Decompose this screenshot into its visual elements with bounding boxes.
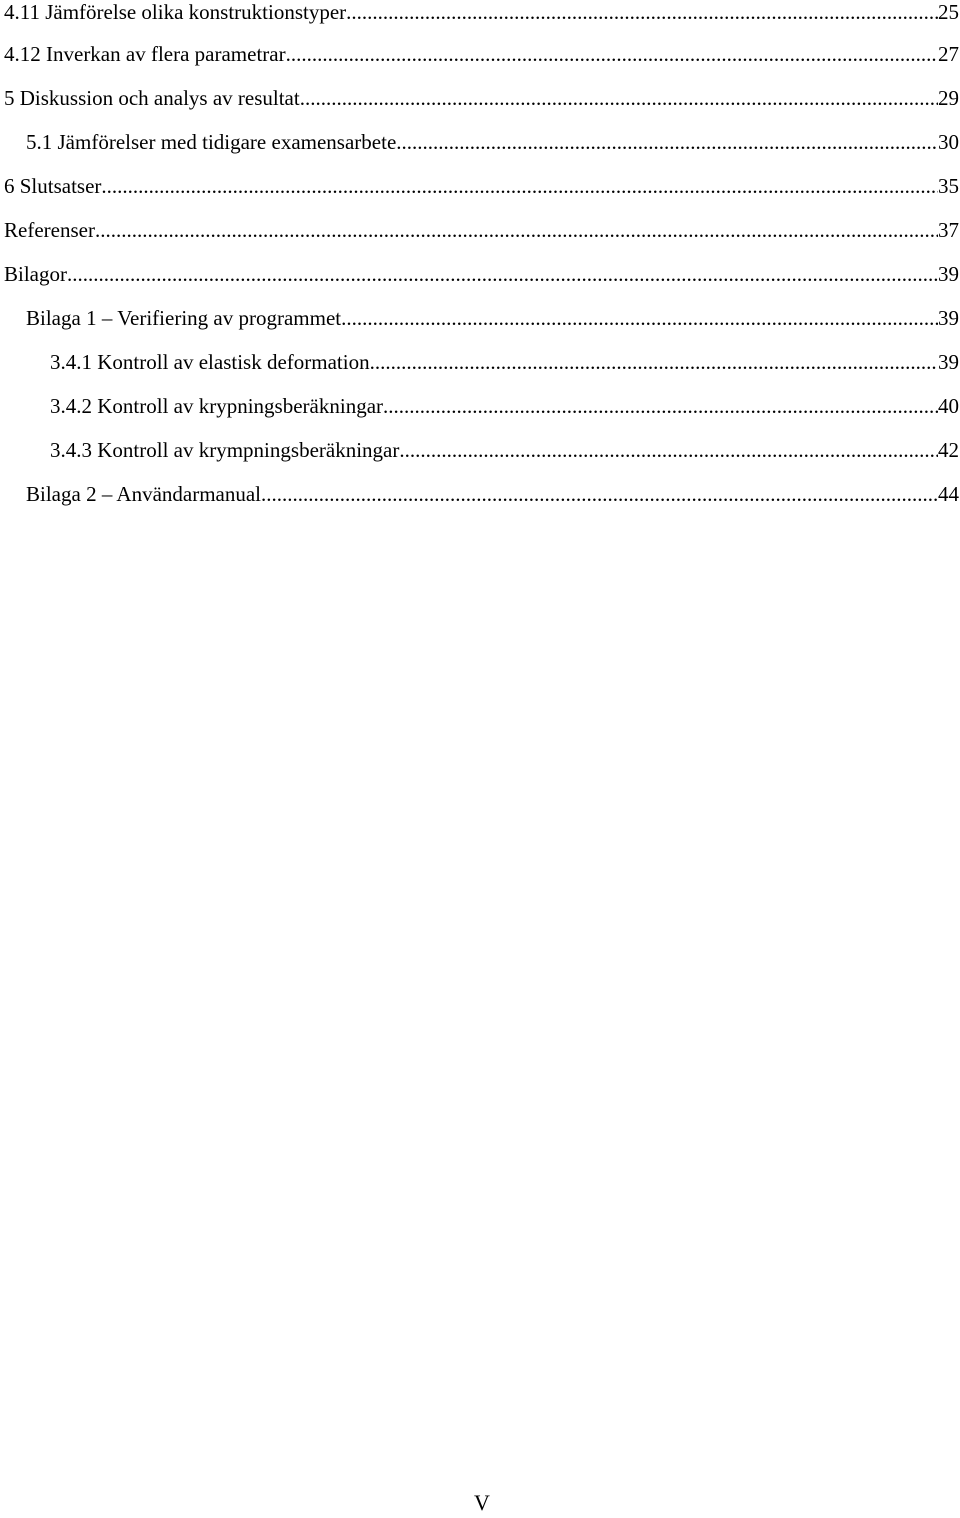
toc-leader-dots (341, 303, 938, 333)
toc-leader-dots (261, 479, 938, 509)
toc-entry-title: 3.4.2 Kontroll av krypningsberäkningar (50, 394, 384, 418)
toc-entry-title: Bilaga 1 – Verifiering av programmet (26, 306, 342, 330)
toc-entry-page: 29 (938, 86, 959, 110)
toc-entry[interactable] (4, 259, 959, 289)
toc-leader-dots (346, 0, 938, 27)
toc-leader-dots (286, 39, 938, 69)
toc-entry-title: Referenser (4, 218, 95, 242)
toc-entry[interactable] (50, 435, 959, 465)
toc-entry[interactable] (50, 391, 959, 421)
toc-entry-title: 5.1 Jämförelser med tidigare examensarbete (26, 130, 397, 154)
toc-entry-page: 25 (938, 0, 959, 24)
toc-entry-page: 30 (938, 130, 959, 154)
toc-entry-page: 27 (938, 42, 959, 66)
toc-entry-title: Bilagor (4, 262, 67, 286)
toc-entry[interactable] (26, 303, 959, 333)
toc-leader-dots (101, 171, 938, 201)
toc-entry-title: 5 Diskussion och analys av resultat (4, 86, 300, 110)
toc-leader-dots (67, 259, 938, 289)
toc-entry[interactable] (26, 479, 959, 509)
toc-entry-title: Bilaga 2 – Användarmanual (26, 482, 262, 506)
toc-entry[interactable] (26, 127, 959, 157)
toc-leader-dots (370, 347, 938, 377)
toc-entry-title: 6 Slutsatser (4, 174, 102, 198)
toc-entry[interactable] (4, 83, 959, 113)
toc-entry-title: 3.4.3 Kontroll av krympningsberäkningar (50, 438, 400, 462)
toc-entry-page: 40 (938, 394, 959, 418)
toc-entry-page: 42 (938, 438, 959, 462)
toc-entry[interactable] (4, 0, 959, 27)
toc-entry-page: 39 (938, 306, 959, 330)
toc-entry-page: 39 (938, 262, 959, 286)
toc-leader-dots (300, 83, 938, 113)
toc-entry-page: 39 (938, 350, 959, 374)
toc-entry[interactable] (4, 215, 959, 245)
toc-entry-title: 3.4.1 Kontroll av elastisk deformation (50, 350, 370, 374)
toc-entry-title: 4.11 Jämförelse olika konstruktionstyper (4, 0, 347, 24)
toc-entry-page: 37 (938, 218, 959, 242)
toc-leader-dots (95, 215, 938, 245)
page-number: V (474, 1490, 490, 1515)
toc-entry[interactable] (4, 39, 959, 69)
toc-entry-page: 35 (938, 174, 959, 198)
toc-leader-dots (396, 127, 938, 157)
toc-leader-dots (383, 391, 938, 421)
toc-leader-dots (399, 435, 938, 465)
toc-entry-title: 4.12 Inverkan av flera parametrar (4, 42, 286, 66)
toc-entry[interactable] (4, 171, 959, 201)
toc-entry-page: 44 (938, 482, 959, 506)
toc-entry[interactable] (50, 347, 959, 377)
